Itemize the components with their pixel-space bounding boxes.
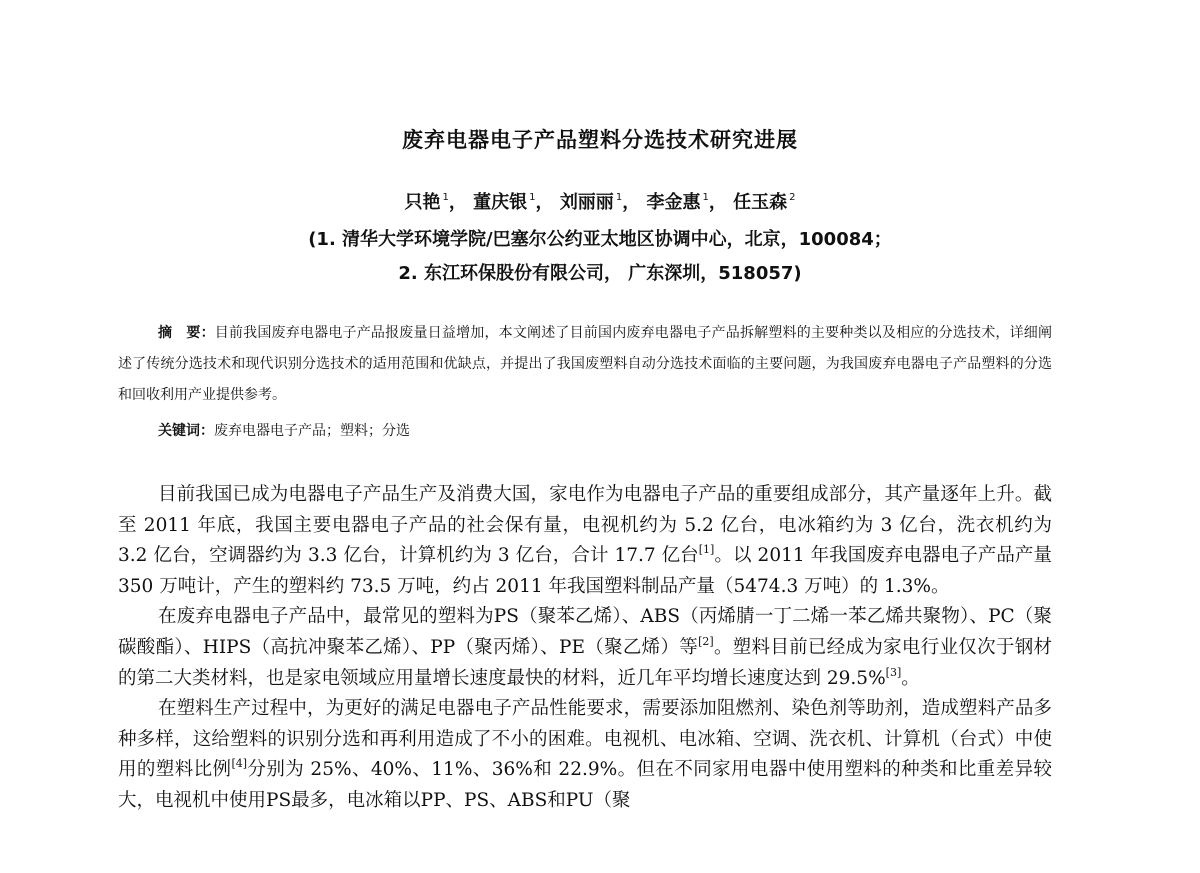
affiliation-line-1: (1. 清华大学环境学院/巴塞尔公约亚太地区协调中心，北京，100084； <box>308 229 892 250</box>
abstract-text: 目前我国废弃电器电子产品报废量日益增加，本文阐述了目前国内废弃电器电子产品拆解塑料的主要种类以及相应的分选技术，详细阐述了传统分选技术和现代识别分选技术的适用范围和优缺点，并提出了我国废塑料自动分选技术面临的主要问题，为我国废弃电器电子产品塑料的分选和回收利用产业提供参考。 <box>118 325 1053 403</box>
author: 董庆银 $^1$， <box>473 192 554 213</box>
author: 任玉森 $^2$ <box>733 192 796 213</box>
paragraph: 在塑料生产过程中，为更好的满足电器电子产品性能要求，需要添加阻燃剂、染色剂等助剂，造成塑料产品多种多样，这给塑料的识别分选和再利用造成了不小的困难。电视机、电冰箱、空调、洗衣机、计算机（台式）中使用的塑料比例[4]分别为 25%、40%、11%、36%和 22.9%。但在不同家用电器中使用塑料的种类和比重差异较大，电视机中使用PS最多，电冰箱以PP、PS、ABS和PU（聚 <box>118 698 1052 811</box>
affiliation-line-2: 2. 东江环保股份有限公司， 广东深圳，518057) <box>398 263 802 284</box>
citation: [1] <box>698 543 715 557</box>
author: 李金惠 $^1$， <box>646 192 727 213</box>
keywords-label: 关键词： <box>158 423 214 439</box>
citation: [4] <box>231 757 248 771</box>
paragraph: 在废弃电器电子产品中，最常见的塑料为PS（聚苯乙烯）、ABS（丙烯腈一丁二烯一苯乙烯共聚物）、PC（聚碳酸酯）、HIPS（高抗冲聚苯乙烯）、PP（聚丙烯）、PE（聚乙烯）等[2]。塑料目前已经成为家电行业仅次于钢材的第二大类材料，也是家电领域应用量增长速度最快的材料，近几年平均增长速度达到 29.5%[3]。 <box>118 606 1052 689</box>
paragraph: 目前我国已成为电器电子产品生产及消费大国，家电作为电器电子产品的重要组成部分，其产量逐年上升。截至 2011 年底，我国主要电器电子产品的社会保有量，电视机约为 5.2 亿台，电冰箱约为 3 亿台，洗衣机约为 3.2 亿台，空调器约为 3.3 亿台，计算机约为 3 亿台，合计 17.7 亿台[1]。以 2011 年我国废弃电器电子产品产量 350 万吨计，产生的塑料约 73.5 万吨，约占 2011 年我国塑料制品产量（5474.3 万吨）的 1.3%。 <box>118 484 1052 597</box>
keywords <box>158 420 1058 440</box>
paper-title: 废弃电器电子产品塑料分选技术研究进展 <box>402 128 798 152</box>
author-list <box>0 188 1200 214</box>
author: 刘丽丽 $^1$， <box>559 192 641 213</box>
abstract <box>118 318 1052 411</box>
author: 只艳 $^1$， <box>404 192 467 213</box>
body-text <box>118 480 1052 817</box>
keywords-text: 废弃电器电子产品；塑料；分选 <box>214 423 410 439</box>
citation: [3] <box>885 665 902 679</box>
abstract-label: 摘 要： <box>158 325 215 341</box>
citation: [2] <box>698 634 714 648</box>
